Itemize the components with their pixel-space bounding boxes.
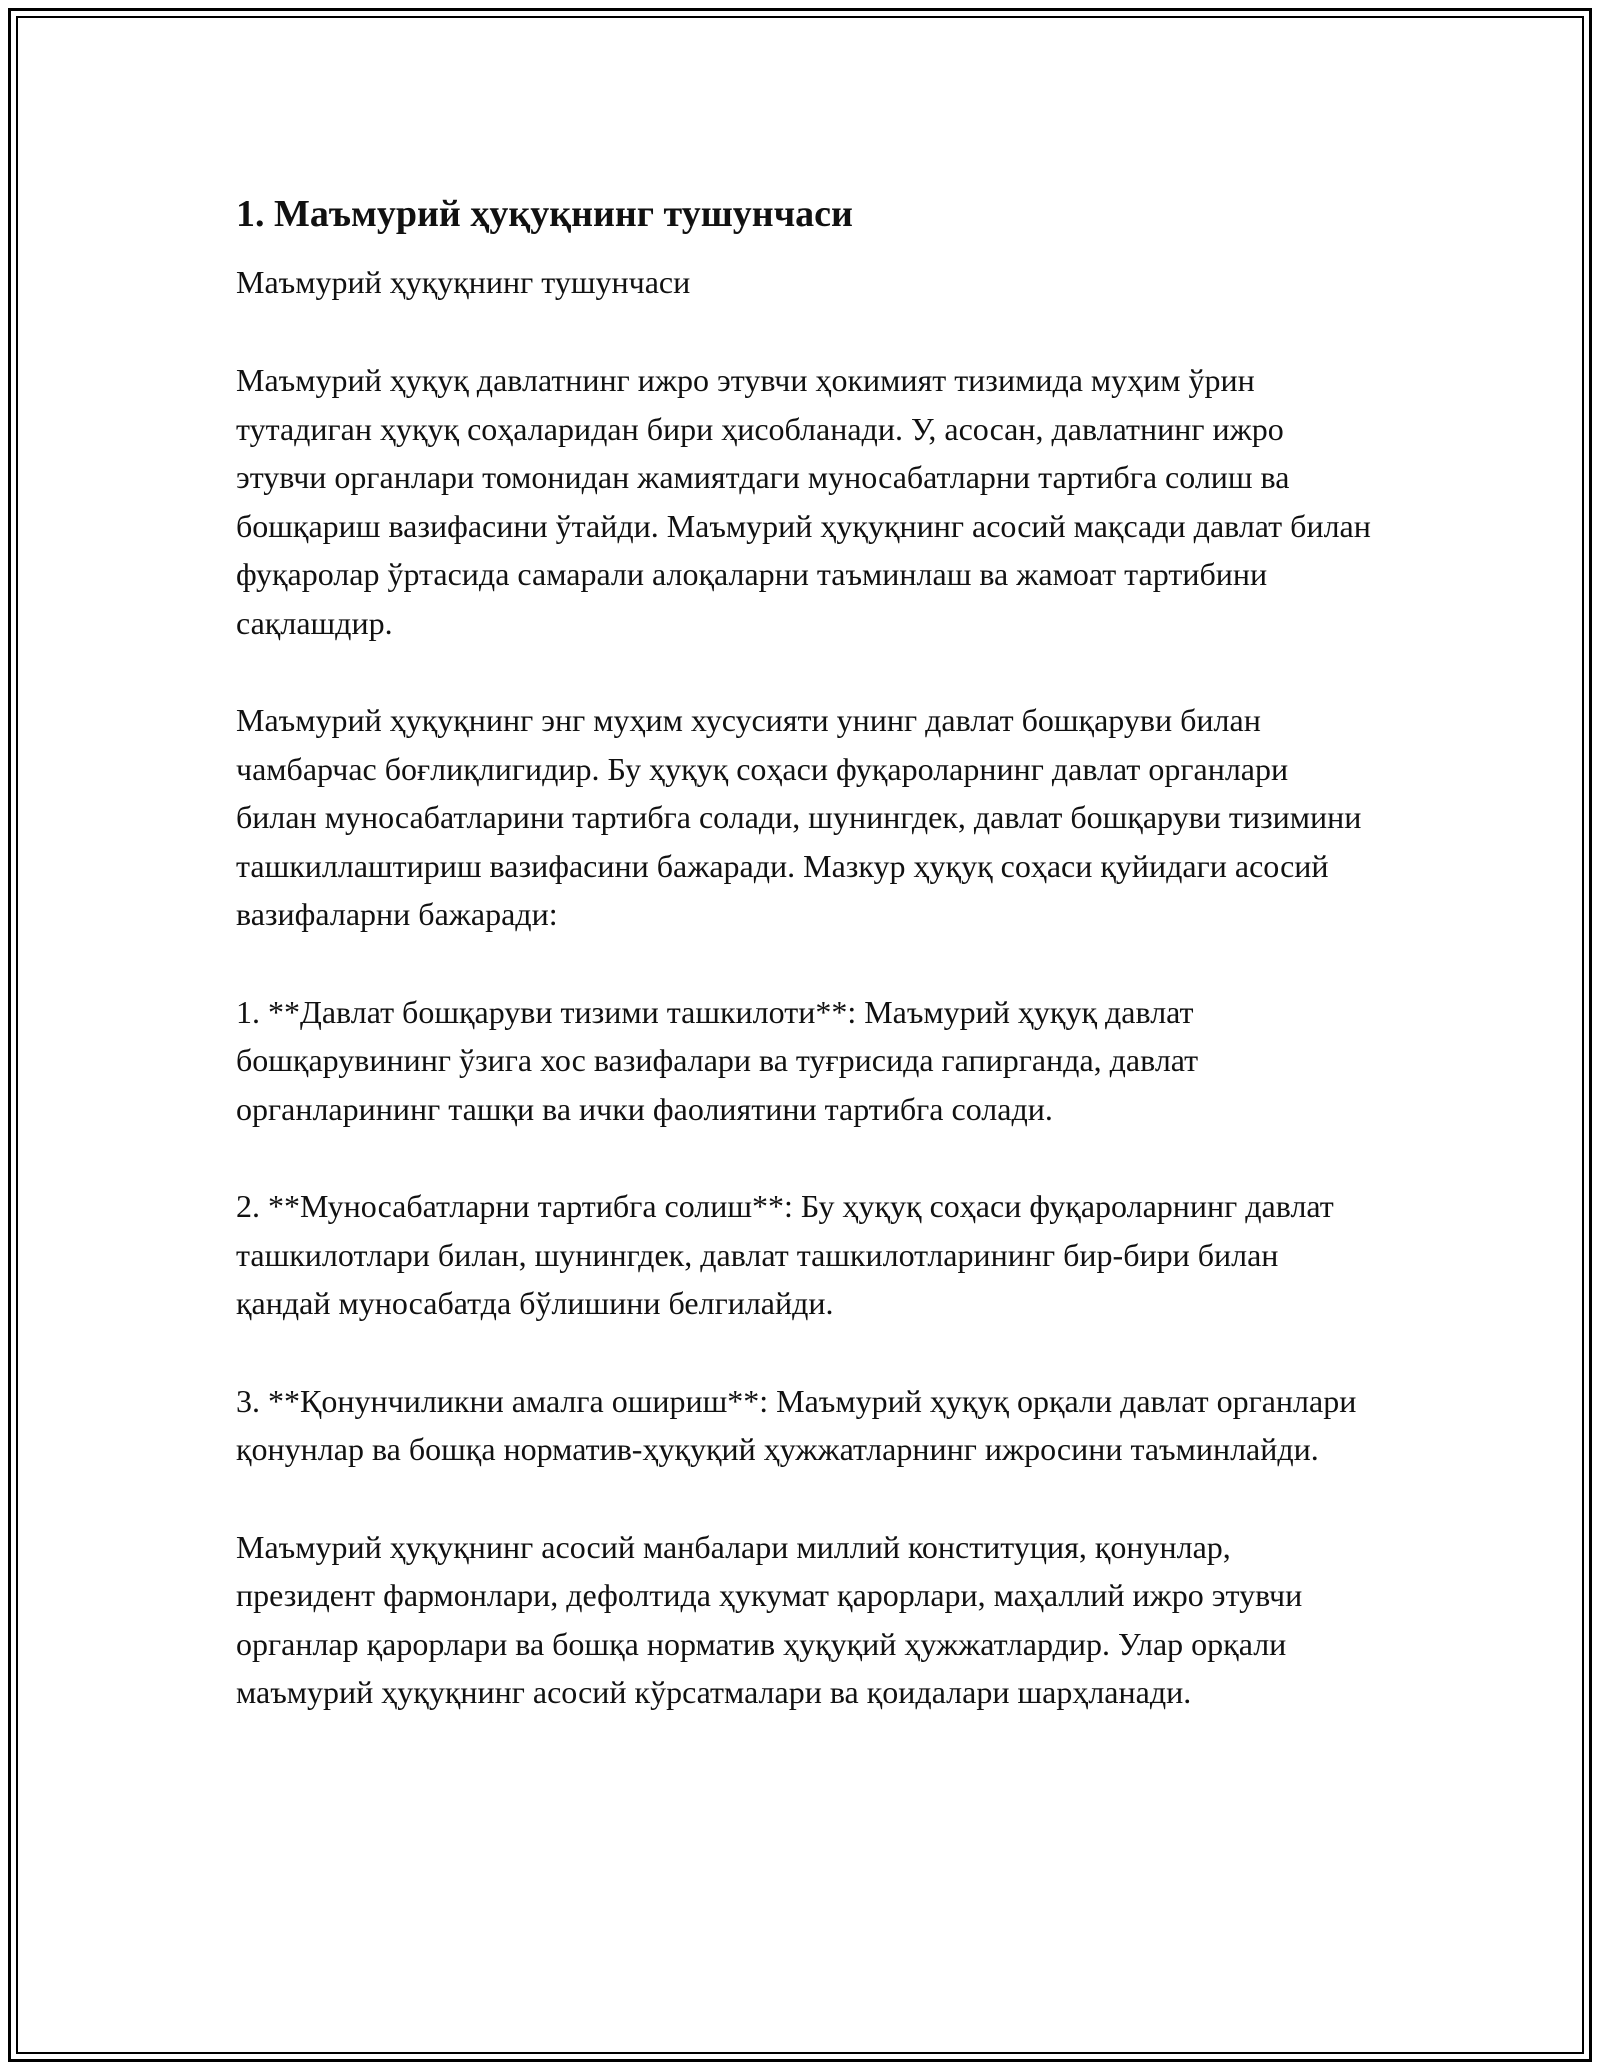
paragraph-sources: Маъмурий ҳуқуқнинг асосий манбалари миллий конституция, қонунлар, президент фармонлари, дефолтида ҳукумат қарорлари, маҳаллий ижро этувчи органлар қарорлари ва бошқа норматив ҳуқуқий ҳужжатлардир. Улар орқали маъмурий ҳуқуқнинг асосий кўрсатмалари ва қоидалари шарҳланади.	[236, 1528, 1303, 1710]
document-body	[236, 186, 1376, 1766]
paragraph-intro: Маъмурий ҳуқуқ давлатнинг ижро этувчи ҳокимият тизимида муҳим ўрин тутадиган ҳуқуқ соҳаларидан бири ҳисобланади. У, асосан, давлатнинг ижро этувчи органлари томонидан жамиятдаги муносабатларни тартибга солиш ва бошқариш вазифасини ўтайди. Маъмурий ҳуқуқнинг асосий мақсади давлат билан фуқаролар ўртасида самарали алоқаларни таъминлаш ва жамоат тартибини сақлашдир.	[236, 362, 1371, 641]
paragraph-features: Маъмурий ҳуқуқнинг энг муҳим хусусияти унинг давлат бошқаруви билан чамбарчас боғлиқлигидир. Бу ҳуқуқ соҳаси фуқароларнинг давлат органлари билан муносабатларини тартибга солади, шунингдек, давлат бошқаруви тизимини ташкиллаштириш вазифасини бажаради. Мазкур ҳуқуқ соҳаси қуйидаги асосий вазифаларни бажаради:	[236, 702, 1362, 932]
list-item-2: 2. **Муносабатларни тартибга солиш**: Бу ҳуқуқ соҳаси фуқароларнинг давлат ташкилотлари билан, шунингдек, давлат ташкилотларининг бир-бири билан қандай муносабатда бўлишини белгилайди.	[236, 1188, 1334, 1321]
document-title: 1. Маъмурий ҳуқуқнинг тушунчаси	[236, 193, 853, 235]
list-item-1: 1. **Давлат бошқаруви тизими ташкилоти**: Маъмурий ҳуқуқ давлат бошқарувининг ўзига хос вазифалари ва туғрисида гапирганда, давлат органларининг ташқи ва ички фаолиятини тартибга солади.	[236, 993, 1199, 1127]
list-item-3: 3. **Қонунчиликни амалга ошириш**: Маъмурий ҳуқуқ орқали давлат органлари қонунлар ва бошқа норматив-ҳуқуқий ҳужжатларнинг ижросини таъминлайди.	[236, 1382, 1357, 1467]
document-subtitle: Маъмурий ҳуқуқнинг тушунчаси	[236, 264, 691, 300]
